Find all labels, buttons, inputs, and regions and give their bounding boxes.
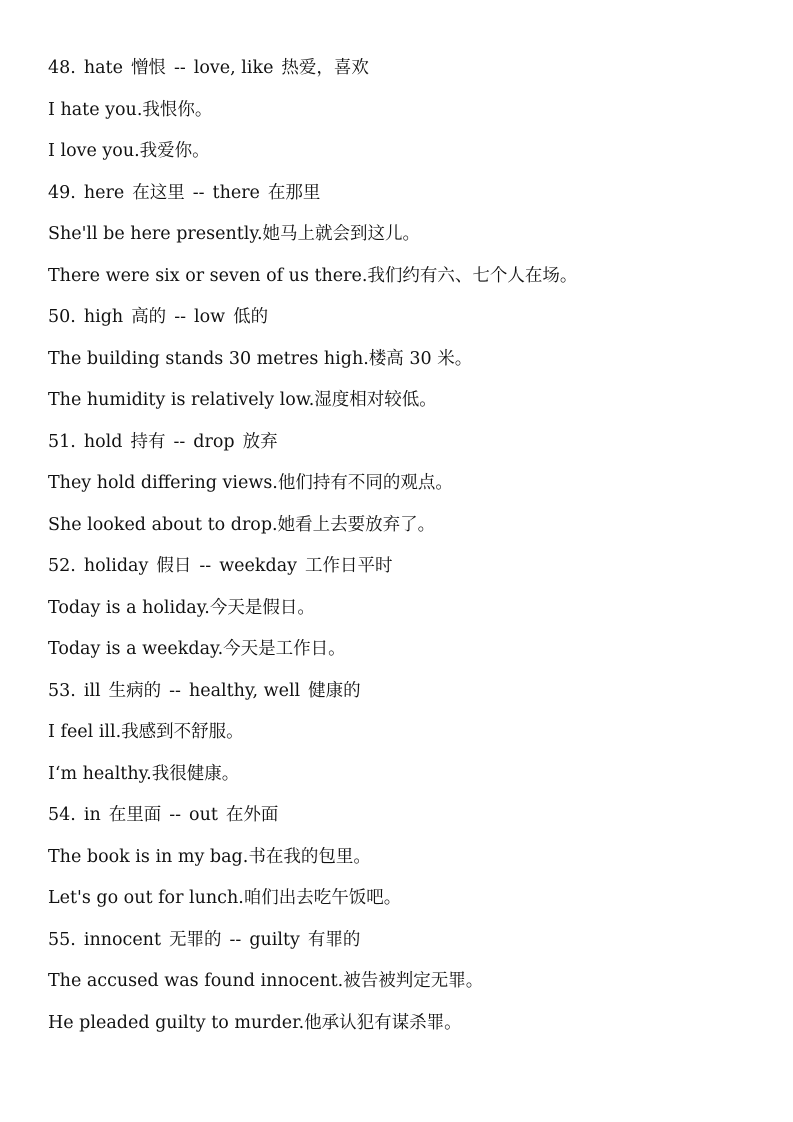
entry-heading bbox=[48, 924, 768, 966]
example-sentence: I feel ill.我感到不舒服。 bbox=[48, 722, 244, 742]
entry-cn: 在这里 bbox=[132, 182, 185, 203]
entry-cn2: 热爱，喜欢 bbox=[281, 58, 369, 78]
entry-sep: -- bbox=[174, 307, 187, 327]
entry-heading bbox=[48, 52, 768, 94]
entry-sep: -- bbox=[169, 805, 182, 825]
entry-cn2: 低的 bbox=[233, 307, 269, 327]
example-sentence: She looked about to drop.她看上去要放弃了。 bbox=[48, 514, 436, 535]
entry-num: 48. bbox=[48, 58, 76, 78]
entry-sep: -- bbox=[199, 556, 212, 576]
entry-num: 55. bbox=[48, 929, 76, 950]
entry-cn: 假日 bbox=[156, 556, 192, 576]
entry-word: here bbox=[83, 182, 125, 203]
entry-cn: 在里面 bbox=[108, 805, 162, 825]
example-sentence: The humidity is relatively low.湿度相对较低。 bbox=[48, 390, 437, 410]
entry-num: 52. bbox=[48, 556, 76, 576]
entry-cn2: 健康的 bbox=[308, 680, 361, 701]
entry-heading bbox=[48, 675, 768, 717]
example-sentence: The book is in my bag.书在我的包里。 bbox=[48, 846, 371, 867]
entry-sep: -- bbox=[169, 680, 181, 701]
entry-sep: -- bbox=[173, 58, 186, 78]
entry-cn2: 工作日平时 bbox=[305, 556, 393, 576]
entry-num: 51. bbox=[48, 431, 76, 452]
entry-ant: guilty bbox=[249, 929, 300, 950]
entry-ant: drop bbox=[193, 431, 235, 452]
vocabulary-page bbox=[48, 52, 768, 1048]
entry-cn: 生病的 bbox=[108, 680, 162, 701]
entry-num: 50. bbox=[48, 307, 76, 327]
entry-ant: out bbox=[189, 805, 218, 825]
entry-word: holiday bbox=[83, 556, 149, 576]
entry-cn: 高的 bbox=[131, 307, 167, 327]
entry-cn: 持有 bbox=[130, 431, 166, 452]
entry-ant: love, like bbox=[193, 58, 274, 78]
entry-ant: there bbox=[212, 182, 260, 203]
entry-sep: -- bbox=[229, 929, 242, 950]
entry-heading bbox=[48, 301, 768, 343]
entry-num: 49. bbox=[48, 182, 76, 203]
entry-word: in bbox=[83, 805, 101, 825]
entry-cn2: 放弃 bbox=[242, 431, 278, 452]
entry-heading bbox=[48, 426, 768, 468]
example-sentence: Today is a weekday.今天是工作日。 bbox=[48, 639, 346, 659]
entry-heading bbox=[48, 550, 768, 592]
example-sentence: The accused was found innocent.被告被判定无罪。 bbox=[48, 971, 484, 991]
entry-cn2: 在那里 bbox=[267, 182, 321, 203]
example-sentence: He pleaded guilty to murder.他承认犯有谋杀罪。 bbox=[48, 1012, 462, 1033]
entry-cn: 憎恨 bbox=[130, 58, 166, 78]
entry-sep: -- bbox=[192, 182, 205, 203]
entry-num: 54. bbox=[48, 805, 76, 825]
example-sentence: They hold differing views.他们持有不同的观点。 bbox=[48, 473, 453, 493]
entry-word: ill bbox=[83, 680, 101, 701]
example-sentence: There were six or seven of us there.我们约有六、七个人在场。 bbox=[48, 265, 578, 286]
entry-word: innocent bbox=[83, 929, 161, 950]
entry-heading bbox=[48, 799, 768, 841]
entry-ant: weekday bbox=[219, 556, 298, 576]
entry-word: hold bbox=[83, 431, 123, 452]
entry-heading bbox=[48, 177, 768, 219]
entry-word: high bbox=[83, 307, 124, 327]
entry-cn2: 在外面 bbox=[225, 805, 279, 825]
entry-cn2: 有罪的 bbox=[307, 929, 361, 950]
example-sentence: I love you.我爱你。 bbox=[48, 141, 210, 161]
example-sentence: I‘m healthy.我很健康。 bbox=[48, 763, 240, 784]
entry-sep: -- bbox=[173, 431, 186, 452]
example-sentence: The building stands 30 metres high.楼高 30 米。 bbox=[48, 348, 473, 369]
entry-ant: healthy, well bbox=[188, 680, 301, 701]
entry-num: 53. bbox=[48, 680, 76, 701]
entry-ant: low bbox=[194, 307, 226, 327]
example-sentence: Today is a holiday.今天是假日。 bbox=[48, 597, 315, 618]
example-sentence: I hate you.我恨你。 bbox=[48, 99, 213, 120]
example-sentence: She'll be here presently.她马上就会到这儿。 bbox=[48, 224, 421, 244]
entry-cn: 无罪的 bbox=[168, 929, 222, 950]
entry-word: hate bbox=[83, 58, 123, 78]
example-sentence: Let's go out for lunch.咱们出去吃午饭吧。 bbox=[48, 888, 402, 908]
